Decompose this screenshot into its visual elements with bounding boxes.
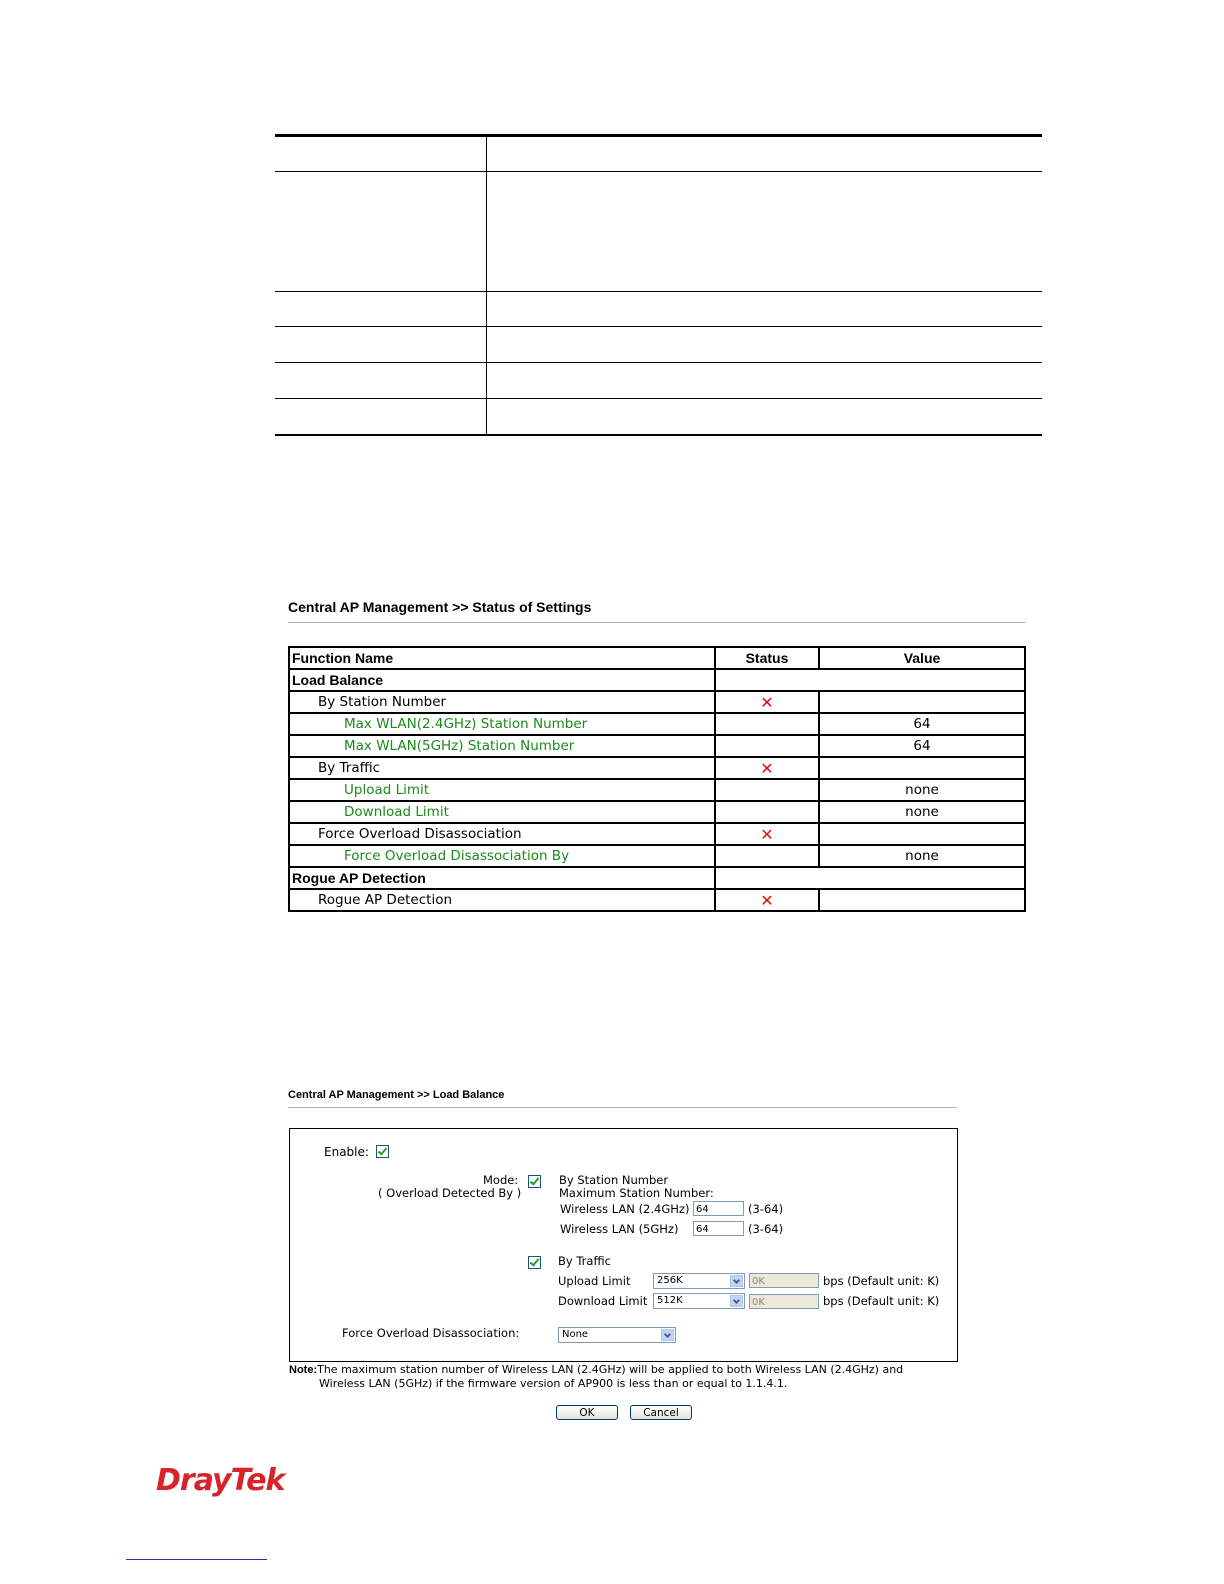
function-name-cell: Download Limit (289, 801, 715, 823)
status-disabled-icon: ✕ (715, 757, 819, 779)
footer-link-line (126, 1559, 267, 1560)
value-cell: none (819, 801, 1025, 823)
upload-limit-value: 256K (657, 1275, 683, 1286)
mode-label: Mode: (483, 1173, 519, 1187)
title-divider (288, 622, 1026, 623)
note-line-1: The maximum station number of Wireless LAN (2.4GHz) will be applied to both Wireless LAN (2.4GHz) and (317, 1363, 904, 1376)
value-cell: 64 (819, 713, 1025, 735)
upload-limit-label: Upload Limit (558, 1274, 631, 1288)
table-row (289, 735, 1025, 757)
max-station-number-label: Maximum Station Number: (559, 1186, 714, 1200)
header-function-name: Function Name (289, 647, 715, 669)
cancel-button[interactable]: Cancel (630, 1405, 692, 1420)
by-traffic-label: By Traffic (558, 1254, 611, 1268)
by-station-number-label: By Station Number (559, 1173, 669, 1187)
status-cell (715, 801, 819, 823)
function-name-cell: Force Overload Disassociation By (289, 845, 715, 867)
mode-sub-label: ( Overload Detected By ) (378, 1186, 522, 1200)
table-row (289, 757, 1025, 779)
status-cell (715, 713, 819, 735)
wlan5-range: (3-64) (748, 1222, 784, 1236)
table-row (289, 889, 1025, 911)
upload-unit-note: bps (Default unit: K) (823, 1274, 940, 1288)
table-row (289, 823, 1025, 845)
table-row (289, 867, 1025, 889)
ok-button[interactable]: OK (556, 1405, 618, 1420)
upload-limit-select[interactable] (653, 1273, 745, 1289)
header-status: Status (715, 647, 819, 669)
chevron-down-icon (730, 1275, 743, 1287)
status-cell (715, 735, 819, 757)
function-name-cell: By Traffic (289, 757, 715, 779)
function-name-cell: Max WLAN(5GHz) Station Number (289, 735, 715, 757)
by-traffic-checkbox[interactable] (528, 1256, 541, 1269)
function-name-cell: Upload Limit (289, 779, 715, 801)
download-unit-note: bps (Default unit: K) (823, 1294, 940, 1308)
status-table-body (289, 669, 1025, 911)
function-name-cell: Max WLAN(2.4GHz) Station Number (289, 713, 715, 735)
enable-label: Enable: (324, 1145, 369, 1159)
table-row (289, 669, 1025, 691)
wlan24-range: (3-64) (748, 1202, 784, 1216)
function-name-cell: Rogue AP Detection (289, 889, 715, 911)
table-row (289, 845, 1025, 867)
status-table (288, 646, 1026, 912)
value-cell (819, 889, 1025, 911)
note-label: Note: (289, 1364, 318, 1376)
section-header: Load Balance (289, 669, 715, 691)
download-limit-select[interactable] (653, 1293, 745, 1309)
value-cell: none (819, 779, 1025, 801)
note-line-2: Wireless LAN (5GHz) if the firmware version of AP900 is less than or equal to 1.1.4.1. (319, 1377, 788, 1390)
title-divider (288, 1107, 957, 1108)
value-cell: none (819, 845, 1025, 867)
status-settings-title: Central AP Management >> Status of Settings (288, 599, 592, 615)
load-balance-form (289, 1128, 958, 1362)
chevron-down-icon (661, 1329, 674, 1341)
wlan24-label: Wireless LAN (2.4GHz) (560, 1202, 690, 1216)
download-custom-input[interactable]: 0K (749, 1294, 819, 1309)
value-cell (819, 823, 1025, 845)
table-row (289, 801, 1025, 823)
value-cell (819, 757, 1025, 779)
upload-custom-input[interactable]: 0K (749, 1273, 819, 1288)
draytek-logo: DrayTek (156, 1463, 285, 1498)
load-balance-title: Central AP Management >> Load Balance (288, 1089, 505, 1101)
wlan24-input[interactable]: 64 (693, 1201, 744, 1216)
by-station-number-checkbox[interactable] (528, 1175, 541, 1188)
force-overload-label: Force Overload Disassociation: (342, 1326, 520, 1340)
status-cell (715, 779, 819, 801)
value-cell: 64 (819, 735, 1025, 757)
table-row (289, 691, 1025, 713)
download-limit-label: Download Limit (558, 1294, 648, 1308)
status-disabled-icon: ✕ (715, 823, 819, 845)
note (289, 1363, 959, 1390)
table-row (289, 713, 1025, 735)
header-value: Value (819, 647, 1025, 669)
wlan5-label: Wireless LAN (5GHz) (560, 1222, 679, 1236)
enable-checkbox[interactable] (376, 1145, 389, 1158)
section-empty-cell (715, 669, 1025, 691)
status-cell (715, 845, 819, 867)
value-cell (819, 691, 1025, 713)
function-name-cell: Force Overload Disassociation (289, 823, 715, 845)
section-empty-cell (715, 867, 1025, 889)
force-overload-select[interactable] (558, 1327, 676, 1343)
function-name-cell: By Station Number (289, 691, 715, 713)
status-disabled-icon: ✕ (715, 889, 819, 911)
wlan5-input[interactable]: 64 (693, 1221, 744, 1236)
table-row (289, 779, 1025, 801)
chevron-down-icon (730, 1295, 743, 1307)
section-header: Rogue AP Detection (289, 867, 715, 889)
download-limit-value: 512K (657, 1295, 683, 1306)
force-overload-value: None (562, 1329, 589, 1340)
status-disabled-icon: ✕ (715, 691, 819, 713)
